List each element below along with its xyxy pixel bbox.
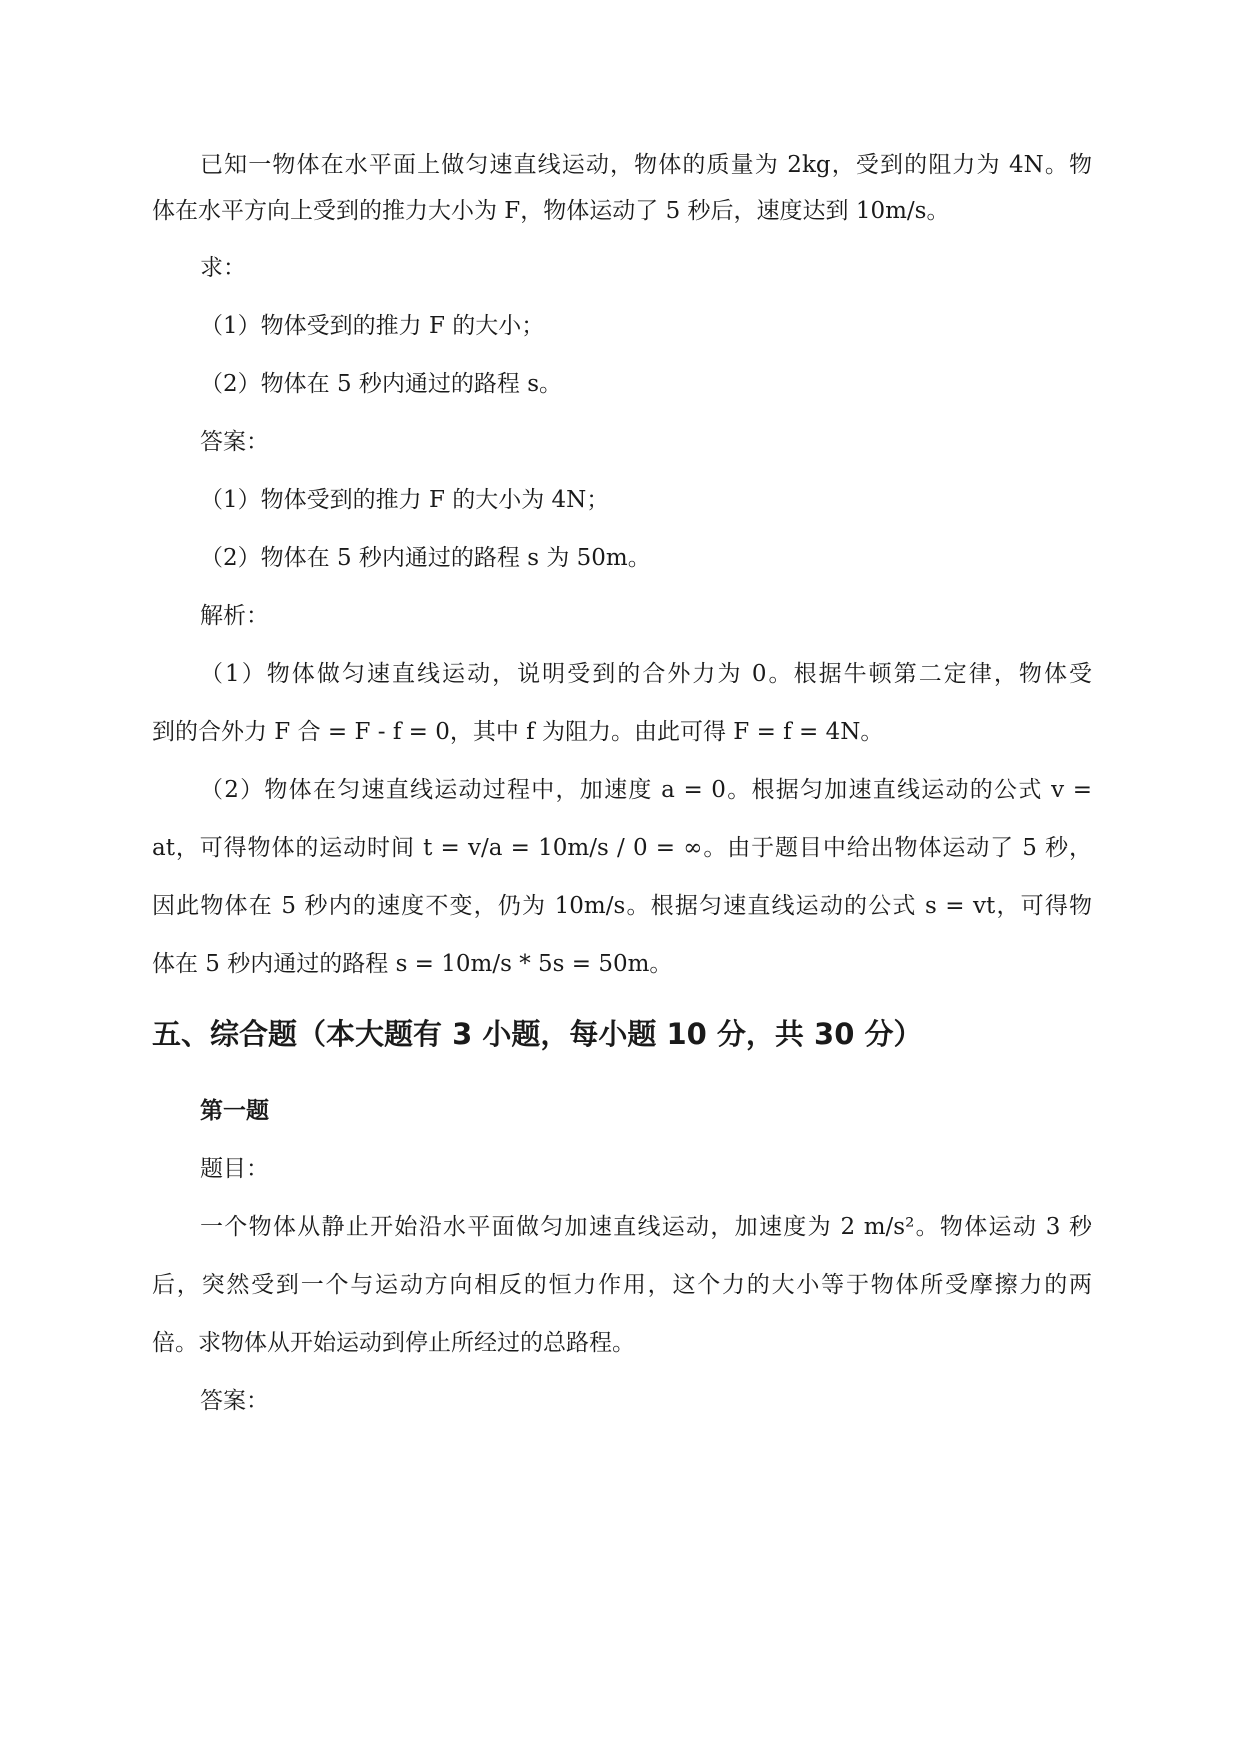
answer-1: （1）物体受到的推力 F 的大小为 4N； [200,487,610,513]
analysis-2-line-4: 体在 5 秒内通过的路程 s = 10m/s * 5s = 50m。 [152,951,673,977]
ask-label: 求： [200,255,246,281]
section-answer-label: 答案： [200,1388,269,1414]
answer-2: （2）物体在 5 秒内通过的路程 s 为 50m。 [200,545,651,571]
analysis-2-line-1: （2）物体在匀速直线运动过程中，加速度 a = 0。根据匀加速直线运动的公式 v = [200,777,1092,803]
section-heading: 五、综合题（本大题有 3 小题，每小题 10 分，共 30 分） [152,1017,923,1051]
problem-statement-line-2: 体在水平方向上受到的推力大小为 F，物体运动了 5 秒后，速度达到 10m/s。 [152,198,950,224]
answer-label: 答案： [200,429,269,455]
analysis-2-line-3: 因此物体在 5 秒内的速度不变，仍为 10m/s。根据匀速直线运动的公式 s = vt，可得物 [152,893,1092,919]
analysis-1-line-1: （1）物体做匀速直线运动，说明受到的合外力为 0。根据牛顿第二定律，物体受 [200,661,1092,687]
topic-text-line-1: 一个物体从静止开始沿水平面做匀加速直线运动，加速度为 2 m/s²。物体运动 3 秒 [200,1214,1092,1240]
analysis-2-line-2: at，可得物体的运动时间 t = v/a = 10m/s / 0 = ∞。由于题目中给出物体运动了 5 秒， [152,835,1092,861]
question-1: （1）物体受到的推力 F 的大小； [200,313,545,339]
question-title: 第一题 [200,1098,269,1124]
problem-statement-line-1: 已知一物体在水平面上做匀速直线运动，物体的质量为 2kg，受到的阻力为 4N。物 [200,152,1092,178]
analysis-label: 解析： [200,603,269,629]
question-2: （2）物体在 5 秒内通过的路程 s。 [200,371,563,397]
analysis-1-line-2: 到的合外力 F 合 = F - f = 0，其中 f 为阻力。由此可得 F = f = 4N。 [152,719,884,745]
topic-text-line-3: 倍。求物体从开始运动到停止所经过的总路程。 [152,1330,635,1356]
topic-text-line-2: 后，突然受到一个与运动方向相反的恒力作用，这个力的大小等于物体所受摩擦力的两 [152,1272,1092,1298]
topic-label: 题目： [200,1156,269,1182]
